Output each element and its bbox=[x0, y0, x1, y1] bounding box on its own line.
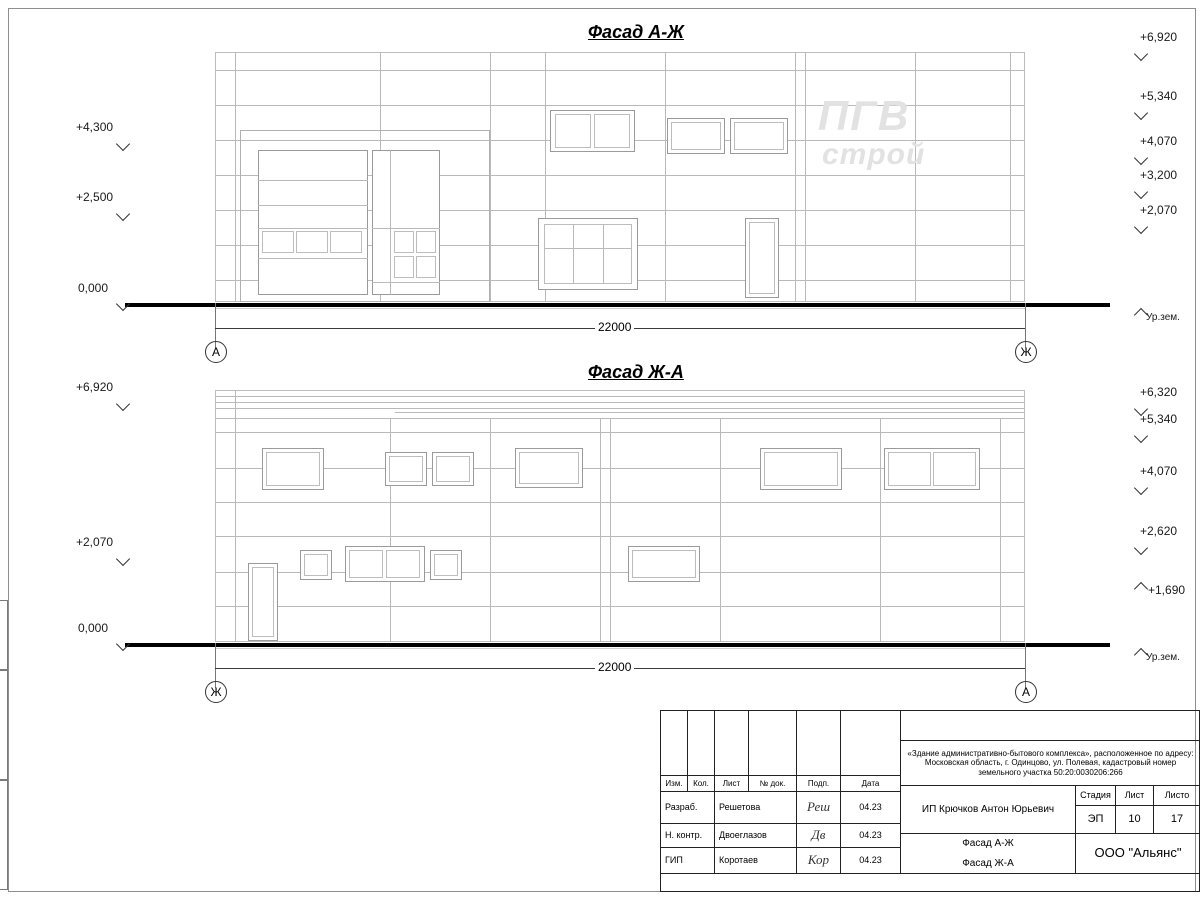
stamp-date-0: 04.23 bbox=[841, 792, 901, 824]
stamp-name-1: Двоеглазов bbox=[715, 824, 797, 848]
fold-mark-1 bbox=[0, 600, 8, 670]
stamp-stage-value: ЭП bbox=[1076, 806, 1116, 834]
stamp-header-kol: Кол. bbox=[688, 776, 715, 792]
facade-bottom-dimension: 22000 bbox=[595, 660, 634, 674]
level-label-top-left-1: +2,500 bbox=[76, 190, 114, 204]
stamp-col-empty-3 bbox=[715, 711, 749, 776]
level-label-bottom-right-1: +5,340 bbox=[1140, 412, 1178, 426]
stamp-sheet-title-1: Фасад А-Ж bbox=[901, 834, 1076, 854]
level-label-top-right-3: +3,200 bbox=[1140, 168, 1178, 182]
stamp-header-izm: Изм. bbox=[661, 776, 688, 792]
facade-top-gate-left bbox=[258, 150, 368, 295]
stamp-name-0: Решетова bbox=[715, 792, 797, 824]
axis-marker-zh-bottom: Ж bbox=[205, 681, 227, 703]
facade-top-title: Фасад А-Ж bbox=[588, 22, 684, 42]
axis-marker-a-bottom: А bbox=[1015, 681, 1037, 703]
stamp-sheet-header: Лист bbox=[1116, 786, 1154, 806]
ground-label-top: Ур.зем. bbox=[1146, 312, 1180, 323]
stamp-sheet-title-2: Фасад Ж-А bbox=[901, 854, 1076, 874]
stamp-header-data: Дата bbox=[841, 776, 901, 792]
stamp-col-empty-2 bbox=[688, 711, 715, 776]
company-logo-line1: ПГВ bbox=[818, 92, 911, 139]
stamp-sheet-number bbox=[901, 711, 1200, 741]
level-label-top-left-0: +4,300 bbox=[76, 120, 114, 134]
level-label-top-right-0: +6,920 bbox=[1140, 30, 1178, 44]
axis-marker-a-top: А bbox=[205, 341, 227, 363]
stamp-role-2: ГИП bbox=[661, 848, 715, 874]
level-label-bottom-left-0: +6,920 bbox=[76, 380, 114, 394]
level-label-bottom-right-3: +2,620 bbox=[1140, 524, 1178, 538]
fold-mark-2 bbox=[0, 670, 8, 780]
stamp-date-1: 04.23 bbox=[841, 824, 901, 848]
ground-label-bottom: Ур.зем. bbox=[1146, 652, 1180, 663]
stamp-header-podp: Подп. bbox=[797, 776, 841, 792]
stamp-role-0: Разраб. bbox=[661, 792, 715, 824]
stamp-sheets-header: Листо bbox=[1154, 786, 1200, 806]
level-label-top-left-2: 0,000 bbox=[78, 281, 109, 295]
facade-bottom-title: Фасад Ж-А bbox=[588, 362, 684, 382]
level-label-bottom-left-1: +2,070 bbox=[76, 535, 114, 549]
stamp-date-2: 04.23 bbox=[841, 848, 901, 874]
level-label-top-right-4: +2,070 bbox=[1140, 203, 1178, 217]
stamp-customer: ИП Крючков Антон Юрьевич bbox=[901, 786, 1076, 834]
company-logo-line2: строй bbox=[822, 138, 926, 171]
facade-bottom-building bbox=[215, 390, 1025, 642]
fold-mark-3 bbox=[0, 780, 8, 890]
stamp-company: ООО "Альянс" bbox=[1076, 834, 1200, 874]
axis-marker-zh-top: Ж bbox=[1015, 341, 1037, 363]
facade-bottom-ground-line bbox=[125, 643, 1110, 647]
level-label-bottom-left-2: 0,000 bbox=[78, 621, 109, 635]
stamp-sign-2: Кор bbox=[797, 848, 841, 874]
stamp-sheets-value: 17 bbox=[1154, 806, 1200, 834]
level-label-top-right-1: +5,340 bbox=[1140, 89, 1178, 103]
stamp-object-text: «Здание административно-бытового комплекса», расположенное по адресу: Московская область, г. Одинцово, ул. Полевая, кадастровый номер земельного участка 50:20:0030206:266 bbox=[901, 741, 1200, 786]
stamp-role-1: Н. контр. bbox=[661, 824, 715, 848]
stamp-sheet-value: 10 bbox=[1116, 806, 1154, 834]
facade-top-dimension: 22000 bbox=[595, 320, 634, 334]
stamp-col-empty-4 bbox=[749, 711, 797, 776]
stamp-col-empty-1 bbox=[661, 711, 688, 776]
stamp-stage-header: Стадия bbox=[1076, 786, 1116, 806]
level-label-bottom-right-4: +1,690 bbox=[1148, 583, 1186, 597]
stamp-sign-0: Реш bbox=[797, 792, 841, 824]
stamp-header-list: Лист bbox=[715, 776, 749, 792]
stamp-name-2: Коротаев bbox=[715, 848, 797, 874]
stamp-header-ndok: № док. bbox=[749, 776, 797, 792]
title-block bbox=[660, 710, 1200, 892]
stamp-sign-1: Дв bbox=[797, 824, 841, 848]
stamp-col-empty-5 bbox=[797, 711, 841, 776]
level-label-bottom-right-0: +6,320 bbox=[1140, 385, 1178, 399]
level-label-top-right-2: +4,070 bbox=[1140, 134, 1178, 148]
facade-top-ground-line bbox=[125, 303, 1110, 307]
stamp-col-empty-6 bbox=[841, 711, 901, 776]
level-label-bottom-right-2: +4,070 bbox=[1140, 464, 1178, 478]
